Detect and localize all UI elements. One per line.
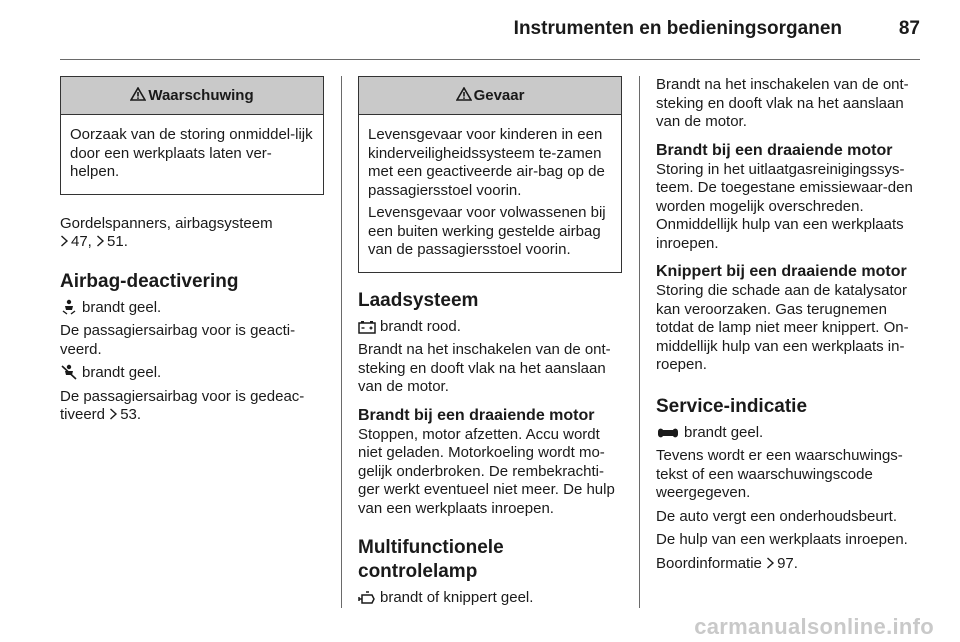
mil-running-desc: Storing in het uitlaatgasreinigingssys-teem. De toegestane emissiewaar-den worden mogelijk overschreden. Onmiddellijk hulp van een werkplaats inroepen. <box>656 160 913 252</box>
airbag-off-text: brandt geel. <box>82 364 162 381</box>
column-3 <box>656 76 922 573</box>
charging-running-heading: Brandt bij een draaiende motor <box>358 406 595 424</box>
airbag-on-icon <box>60 299 78 315</box>
page-ref-arrow-icon <box>60 235 69 247</box>
warning-triangle-icon <box>130 87 146 101</box>
charging-running-desc: Stoppen, motor afzetten. Accu wordt niet geladen. Motorkoeling wordt mo-gelijk onderbroken. De rembekrachti-ger werkt eventueel niet meer. De hulp van een werkplaats inroepen. <box>358 425 615 517</box>
board-info-text: Boordinformatie <box>656 554 767 572</box>
charging-desc: Brandt na het inschakelen van de ont-steking en dooft vlak na het aanslaan van de motor. <box>358 341 611 395</box>
airbag-on-text: brandt geel. <box>82 298 162 316</box>
mil-flashing-heading: Knippert bij een draaiende motor <box>656 263 907 280</box>
engine-lamp-line <box>358 589 622 608</box>
page-header <box>0 0 960 62</box>
column-divider-2 <box>639 76 640 608</box>
airbag-on-line <box>60 299 324 318</box>
header-rule <box>60 59 920 60</box>
column-1 <box>60 76 324 425</box>
danger-box-title: Gevaar <box>473 87 525 104</box>
service-desc-2: De auto vergt een onderhoudsbeurt. <box>656 507 898 525</box>
warning-box-header <box>61 77 323 115</box>
danger-box-text-1: Levensgevaar voor kinderen in een kinderveiligheidssysteem te-zamen met een geactiveerde air-bag op de passagiersstoel voorin. <box>368 126 605 199</box>
airbag-off-desc <box>60 388 324 425</box>
wrench-icon <box>656 426 680 440</box>
charging-system-heading: Laadsysteem <box>358 289 479 311</box>
service-desc-1: Tevens wordt er een waarschuwings-tekst of een waarschuwingscode weergegeven. <box>656 447 903 501</box>
watermark: carmanualsonline.info <box>694 614 934 639</box>
airbag-off-icon <box>60 364 78 380</box>
page-ref-arrow-icon <box>96 235 105 247</box>
service-line <box>656 424 922 443</box>
service-indicator-heading: Service-indicatie <box>656 395 808 417</box>
danger-box-text-2: Levensgevaar voor volwassenen bij een buiten werking gestelde airbag van de passagiersstoel voorin. <box>368 204 606 258</box>
page-ref-arrow-icon <box>766 557 775 569</box>
warning-box-title: Waarschuwing <box>148 87 254 104</box>
airbag-deactivation-heading: Airbag-deactivering <box>60 270 239 292</box>
mil-flashing-desc: Storing die schade aan de katalysator kan veroorzaken. Gas terugnemen totdat de lamp niet meer knippert. On-middellijk hulp van een werkplaats in-roepen. <box>656 282 909 373</box>
airbag-on-desc: De passagiersairbag voor is geacti-veerd. <box>60 322 296 358</box>
engine-lamp-text: brandt of knippert geel. <box>380 589 534 606</box>
battery-line <box>358 318 622 337</box>
mil-running-heading: Brandt bij een draaiende motor <box>656 141 893 159</box>
page-number: 87 <box>898 18 920 39</box>
seatbelt-airbag-refs <box>60 233 324 252</box>
service-text: brandt geel. <box>684 423 764 441</box>
page-ref-53[interactable]: 53. <box>120 406 142 423</box>
airbag-off-desc-text: De passagiersairbag voor is gedeac-tiveerd <box>60 387 305 423</box>
page-ref-47[interactable]: 47, <box>71 233 97 250</box>
page-ref-arrow-icon <box>109 408 118 420</box>
page-ref-97[interactable]: 97. <box>777 554 798 572</box>
warning-box <box>60 76 324 195</box>
mil-desc: Brandt na het inschakelen van de ont-steking en dooft vlak na het aanslaan van de motor. <box>656 76 909 130</box>
column-divider-1 <box>341 76 342 608</box>
chapter-title: Instrumenten en bedieningsorganen <box>513 18 842 39</box>
service-desc-4 <box>656 555 922 574</box>
service-desc-3: De hulp van een werkplaats inroepen. <box>656 531 908 548</box>
airbag-off-line <box>60 364 324 383</box>
seatbelt-airbag-text: Gordelspanners, airbagsysteem <box>60 214 273 232</box>
battery-text: brandt rood. <box>380 317 461 335</box>
danger-box-header <box>359 77 621 115</box>
engine-check-icon <box>358 591 376 605</box>
column-2 <box>358 76 622 608</box>
battery-icon <box>358 320 376 334</box>
warning-box-text: Oorzaak van de storing onmiddel-lijk door een werkplaats laten ver-helpen. <box>70 126 313 180</box>
danger-box <box>358 76 622 273</box>
page-ref-51[interactable]: 51. <box>107 233 128 250</box>
multifunction-lamp-heading: Multifunctionele controlelamp <box>358 537 504 582</box>
warning-triangle-icon <box>456 87 472 101</box>
